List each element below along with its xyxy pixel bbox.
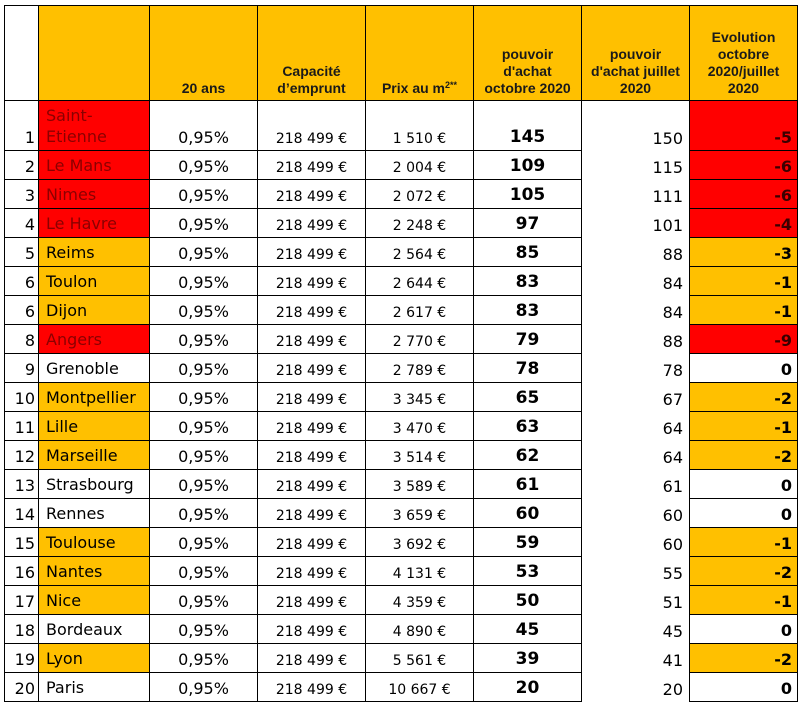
jul-power-cell: 64: [582, 412, 690, 441]
rate-cell: 0,95%: [150, 151, 258, 180]
capacity-cell: 218 499 €: [258, 557, 366, 586]
city-name: Lyon: [46, 649, 83, 668]
evolution-cell: -6: [690, 151, 798, 180]
rank-cell: 5: [5, 238, 39, 267]
city-name: Nantes: [46, 562, 103, 581]
city-cell: [39, 499, 150, 528]
header-jul-line3: 2020: [619, 80, 652, 96]
capacity-cell: 218 499 €: [258, 296, 366, 325]
capacity-cell: 218 499 €: [258, 412, 366, 441]
capacity-cell: 218 499 €: [258, 383, 366, 412]
oct-power-cell: 109: [474, 151, 582, 180]
header-jul: [582, 6, 690, 101]
city-name: Grenoble: [46, 359, 119, 378]
price-cell: 3 589 €: [366, 470, 474, 499]
city-cell: [39, 383, 150, 412]
jul-power-cell: 150: [582, 101, 690, 151]
rate-cell: 0,95%: [150, 644, 258, 673]
oct-power-cell: 97: [474, 209, 582, 238]
header-duration: [150, 6, 258, 101]
evolution-cell: 0: [690, 499, 798, 528]
city-name: Nimes: [46, 185, 97, 204]
table-row: [5, 673, 798, 702]
city-name: Nice: [46, 591, 82, 610]
rate-cell: 0,95%: [150, 209, 258, 238]
rank-cell: 12: [5, 441, 39, 470]
city-cell: [39, 296, 150, 325]
evolution-cell: 0: [690, 673, 798, 702]
table-row: [5, 101, 798, 151]
rate-cell: 0,95%: [150, 354, 258, 383]
capacity-cell: 218 499 €: [258, 615, 366, 644]
rank-cell: 2: [5, 151, 39, 180]
table-row: [5, 499, 798, 528]
capacity-cell: 218 499 €: [258, 325, 366, 354]
price-cell: 2 789 €: [366, 354, 474, 383]
evolution-cell: -1: [690, 586, 798, 615]
evolution-cell: -1: [690, 412, 798, 441]
header-price: [366, 6, 474, 101]
capacity-cell: 218 499 €: [258, 209, 366, 238]
table-row: [5, 470, 798, 499]
header-capacity-line1: Capacité: [282, 63, 341, 79]
price-cell: 3 659 €: [366, 499, 474, 528]
city-cell: [39, 267, 150, 296]
header-price-sup: 2**: [445, 80, 458, 90]
rank-cell: 10: [5, 383, 39, 412]
oct-power-cell: 39: [474, 644, 582, 673]
oct-power-cell: 105: [474, 180, 582, 209]
rate-cell: 0,95%: [150, 673, 258, 702]
purchasing-power-table: [4, 5, 798, 702]
city-name: Toulouse: [46, 533, 116, 552]
evolution-cell: -4: [690, 209, 798, 238]
price-cell: 4 359 €: [366, 586, 474, 615]
table-row: [5, 354, 798, 383]
city-name: Dijon: [46, 301, 88, 320]
city-cell: [39, 673, 150, 702]
price-cell: 5 561 €: [366, 644, 474, 673]
table-row: [5, 644, 798, 673]
table-row: [5, 615, 798, 644]
rank-cell: 18: [5, 615, 39, 644]
evolution-cell: -9: [690, 325, 798, 354]
evolution-cell: -2: [690, 644, 798, 673]
city-cell: [39, 412, 150, 441]
rank-cell: 17: [5, 586, 39, 615]
city-name: Lille: [46, 417, 79, 436]
evolution-cell: -1: [690, 296, 798, 325]
capacity-cell: 218 499 €: [258, 644, 366, 673]
city-cell: [39, 325, 150, 354]
capacity-cell: 218 499 €: [258, 586, 366, 615]
oct-power-cell: 78: [474, 354, 582, 383]
evolution-cell: -2: [690, 383, 798, 412]
evolution-cell: -5: [690, 101, 798, 151]
oct-power-cell: 83: [474, 296, 582, 325]
table-row: [5, 238, 798, 267]
rate-cell: 0,95%: [150, 470, 258, 499]
jul-power-cell: 60: [582, 499, 690, 528]
evolution-cell: -3: [690, 238, 798, 267]
rank-cell: 9: [5, 354, 39, 383]
rate-cell: 0,95%: [150, 325, 258, 354]
rank-cell: 4: [5, 209, 39, 238]
city-cell: [39, 180, 150, 209]
rank-cell: 15: [5, 528, 39, 557]
table-row: [5, 557, 798, 586]
city-cell: [39, 354, 150, 383]
jul-power-cell: 84: [582, 296, 690, 325]
rate-cell: 0,95%: [150, 238, 258, 267]
rank-cell: 19: [5, 644, 39, 673]
capacity-cell: 218 499 €: [258, 673, 366, 702]
table-row: [5, 528, 798, 557]
rate-cell: 0,95%: [150, 615, 258, 644]
header-rank: [5, 6, 39, 101]
oct-power-cell: 59: [474, 528, 582, 557]
oct-power-cell: 62: [474, 441, 582, 470]
city-name: Le Havre: [46, 214, 117, 233]
rate-cell: 0,95%: [150, 557, 258, 586]
jul-power-cell: 45: [582, 615, 690, 644]
header-oct-line3: octobre 2020: [484, 80, 571, 96]
oct-power-cell: 60: [474, 499, 582, 528]
rank-cell: 20: [5, 673, 39, 702]
jul-power-cell: 111: [582, 180, 690, 209]
jul-power-cell: 61: [582, 470, 690, 499]
capacity-cell: 218 499 €: [258, 528, 366, 557]
price-cell: 3 514 €: [366, 441, 474, 470]
rate-cell: 0,95%: [150, 528, 258, 557]
jul-power-cell: 60: [582, 528, 690, 557]
evolution-cell: -2: [690, 441, 798, 470]
jul-power-cell: 20: [582, 673, 690, 702]
header-city: [39, 6, 150, 101]
header-price-label: Prix au m: [381, 80, 445, 96]
city-name: Saint-: [46, 106, 93, 125]
city-name: Toulon: [46, 272, 98, 291]
table-row: [5, 209, 798, 238]
jul-power-cell: 55: [582, 557, 690, 586]
city-cell: [39, 209, 150, 238]
header-jul-line2: d'achat juillet: [591, 63, 680, 79]
rank-cell: 16: [5, 557, 39, 586]
oct-power-cell: 79: [474, 325, 582, 354]
price-cell: 10 667 €: [366, 673, 474, 702]
header-jul-line1: pouvoir: [609, 46, 662, 62]
city-name: Rennes: [46, 504, 105, 523]
capacity-cell: 218 499 €: [258, 499, 366, 528]
rank-cell: 3: [5, 180, 39, 209]
price-cell: 4 890 €: [366, 615, 474, 644]
evolution-cell: 0: [690, 354, 798, 383]
header-capacity: [258, 6, 366, 101]
price-cell: 3 345 €: [366, 383, 474, 412]
city-cell: [39, 615, 150, 644]
rank-cell: 6: [5, 267, 39, 296]
city-name: Montpellier: [46, 388, 136, 407]
rate-cell: 0,95%: [150, 412, 258, 441]
table-row: [5, 586, 798, 615]
jul-power-cell: 84: [582, 267, 690, 296]
city-name: Bordeaux: [46, 620, 123, 639]
oct-power-cell: 61: [474, 470, 582, 499]
city-cell: [39, 644, 150, 673]
header-oct-line2: d'achat: [503, 63, 552, 79]
price-cell: 2 004 €: [366, 151, 474, 180]
oct-power-cell: 83: [474, 267, 582, 296]
oct-power-cell: 63: [474, 412, 582, 441]
city-cell: [39, 586, 150, 615]
capacity-cell: 218 499 €: [258, 101, 366, 151]
city-name: Strasbourg: [46, 475, 134, 494]
city-name: Le Mans: [46, 156, 112, 175]
capacity-cell: 218 499 €: [258, 238, 366, 267]
evolution-cell: -2: [690, 557, 798, 586]
rate-cell: 0,95%: [150, 499, 258, 528]
oct-power-cell: 45: [474, 615, 582, 644]
oct-power-cell: 50: [474, 586, 582, 615]
jul-power-cell: 67: [582, 383, 690, 412]
header-oct: [474, 6, 582, 101]
jul-power-cell: 88: [582, 325, 690, 354]
price-cell: 3 470 €: [366, 412, 474, 441]
evolution-cell: 0: [690, 470, 798, 499]
city-name: Reims: [46, 243, 95, 262]
city-cell: [39, 528, 150, 557]
price-cell: 2 248 €: [366, 209, 474, 238]
header-duration-label: 20 ans: [181, 80, 226, 96]
jul-power-cell: 88: [582, 238, 690, 267]
city-name: Marseille: [46, 446, 118, 465]
price-cell: 3 692 €: [366, 528, 474, 557]
capacity-cell: 218 499 €: [258, 470, 366, 499]
table-row: [5, 180, 798, 209]
rate-cell: 0,95%: [150, 586, 258, 615]
header-row: [5, 6, 798, 101]
oct-power-cell: 65: [474, 383, 582, 412]
jul-power-cell: 115: [582, 151, 690, 180]
city-cell: [39, 557, 150, 586]
rate-cell: 0,95%: [150, 296, 258, 325]
jul-power-cell: 51: [582, 586, 690, 615]
price-cell: 4 131 €: [366, 557, 474, 586]
table-row: [5, 325, 798, 354]
price-cell: 1 510 €: [366, 101, 474, 151]
capacity-cell: 218 499 €: [258, 151, 366, 180]
header-evo-line3: 2020/juillet: [707, 63, 780, 79]
capacity-cell: 218 499 €: [258, 441, 366, 470]
jul-power-cell: 101: [582, 209, 690, 238]
price-cell: 2 770 €: [366, 325, 474, 354]
rate-cell: 0,95%: [150, 101, 258, 151]
oct-power-cell: 20: [474, 673, 582, 702]
rate-cell: 0,95%: [150, 267, 258, 296]
rate-cell: 0,95%: [150, 180, 258, 209]
evolution-cell: 0: [690, 615, 798, 644]
header-evo-line2: octobre: [717, 46, 770, 62]
city-cell: [39, 101, 150, 151]
city-cell: [39, 470, 150, 499]
city-cell: [39, 238, 150, 267]
header-capacity-line2: d’emprunt: [277, 80, 346, 96]
header-evolution: [690, 6, 798, 101]
table-row: [5, 151, 798, 180]
city-name-line2: Etienne: [46, 127, 107, 146]
capacity-cell: 218 499 €: [258, 267, 366, 296]
jul-power-cell: 78: [582, 354, 690, 383]
table-row: [5, 412, 798, 441]
rank-cell: 1: [5, 101, 39, 151]
price-cell: 2 564 €: [366, 238, 474, 267]
oct-power-cell: 145: [474, 101, 582, 151]
rank-cell: 13: [5, 470, 39, 499]
price-cell: 2 072 €: [366, 180, 474, 209]
table-row: [5, 441, 798, 470]
header-evo-line4: 2020: [727, 80, 760, 96]
city-name: Paris: [46, 678, 85, 697]
capacity-cell: 218 499 €: [258, 180, 366, 209]
evolution-cell: -1: [690, 528, 798, 557]
rank-cell: 11: [5, 412, 39, 441]
evolution-cell: -6: [690, 180, 798, 209]
price-cell: 2 617 €: [366, 296, 474, 325]
jul-power-cell: 64: [582, 441, 690, 470]
capacity-cell: 218 499 €: [258, 354, 366, 383]
table-row: [5, 296, 798, 325]
oct-power-cell: 85: [474, 238, 582, 267]
table-row: [5, 383, 798, 412]
rate-cell: 0,95%: [150, 441, 258, 470]
rank-cell: 8: [5, 325, 39, 354]
table-row: [5, 267, 798, 296]
city-cell: [39, 441, 150, 470]
header-evo-line1: Evolution: [711, 29, 776, 45]
table-body: [5, 101, 798, 702]
rank-cell: 6: [5, 296, 39, 325]
city-name: Angers: [46, 330, 102, 349]
header-oct-line1: pouvoir: [501, 46, 554, 62]
city-cell: [39, 151, 150, 180]
evolution-cell: -1: [690, 267, 798, 296]
price-cell: 2 644 €: [366, 267, 474, 296]
rate-cell: 0,95%: [150, 383, 258, 412]
oct-power-cell: 53: [474, 557, 582, 586]
jul-power-cell: 41: [582, 644, 690, 673]
rank-cell: 14: [5, 499, 39, 528]
